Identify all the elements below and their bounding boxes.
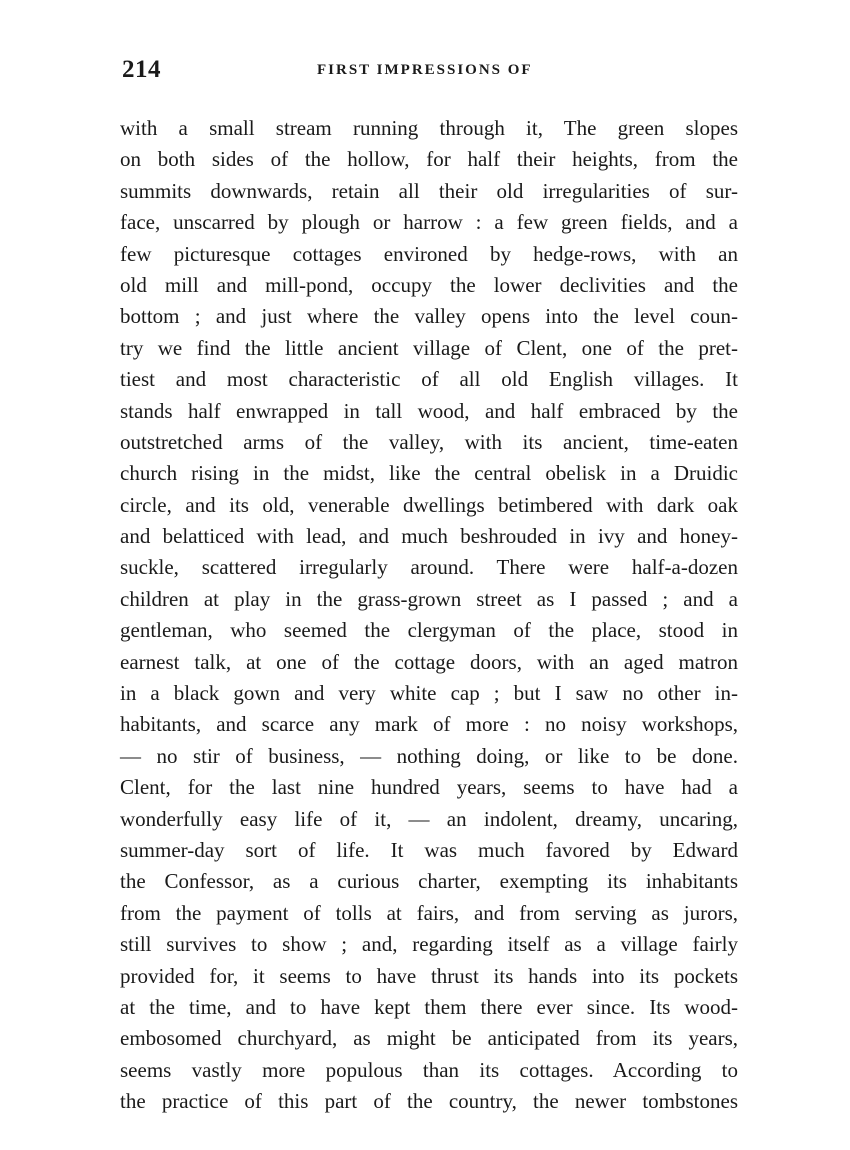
text-line: still survives to show ; and, regarding itself as a village fairly [120, 932, 738, 957]
text-line: gentleman, who seemed the clergyman of the place, stood in [120, 618, 738, 643]
text-line: from the payment of tolls at fairs, and from serving as jurors, [120, 900, 738, 925]
text-line: seems vastly more populous than its cottages. According to [120, 1057, 738, 1082]
text-line: the Confessor, as a curious charter, exempting its inhabitants [120, 869, 738, 894]
text-line: habitants, and scarce any mark of more : no noisy workshops, [120, 712, 738, 737]
text-line: outstretched arms of the valley, with its ancient, time-eaten [120, 429, 738, 454]
text-line: few picturesque cottages environed by hedge-rows, with an [120, 241, 738, 266]
page-header [122, 56, 738, 86]
text-line: and belatticed with lead, and much beshrouded in ivy and honey- [120, 524, 738, 549]
text-line: Clent, for the last nine hundred years, seems to have had a [120, 775, 738, 800]
running-head: FIRST IMPRESSIONS OF [317, 62, 533, 78]
text-line: — no stir of business, — nothing doing, or like to be done. [120, 743, 738, 768]
text-line: summer-day sort of life. It was much favored by Edward [120, 837, 738, 862]
text-line: tiest and most characteristic of all old English villages. It [120, 367, 738, 392]
text-line: try we find the little ancient village of Clent, one of the pret- [120, 335, 738, 360]
text-line: stands half enwrapped in tall wood, and half embraced by the [120, 398, 738, 423]
text-line: on both sides of the hollow, for half their heights, from the [120, 147, 738, 172]
text-line: in a black gown and very white cap ; but I saw no other in- [120, 681, 738, 706]
text-line: provided for, it seems to have thrust its hands into its pockets [120, 963, 738, 988]
text-line: at the time, and to have kept them there ever since. Its wood- [120, 994, 738, 1019]
text-line: children at play in the grass-grown street as I passed ; and a [120, 586, 738, 611]
body-text [120, 113, 738, 1118]
text-line: embosomed churchyard, as might be anticipated from its years, [120, 1026, 738, 1051]
text-line: summits downwards, retain all their old irregularities of sur- [120, 178, 738, 203]
page-number: 214 [122, 56, 161, 83]
text-line: wonderfully easy life of it, — an indolent, dreamy, uncaring, [120, 806, 738, 831]
text-line: bottom ; and just where the valley opens into the level coun- [120, 304, 738, 329]
text-line: with a small stream running through it, The green slopes [120, 116, 738, 140]
text-line: suckle, scattered irregularly around. There were half-a-dozen [120, 555, 738, 580]
text-line: face, unscarred by plough or harrow : a few green fields, and a [120, 210, 738, 235]
text-line: earnest talk, at one of the cottage doors, with an aged matron [120, 649, 738, 674]
text-line: old mill and mill-pond, occupy the lower declivities and the [120, 272, 738, 297]
text-line: the practice of this part of the country, the newer tombstones [120, 1089, 738, 1114]
text-line: circle, and its old, venerable dwellings betimbered with dark oak [120, 492, 738, 517]
text-line: church rising in the midst, like the central obelisk in a Druidic [120, 461, 738, 486]
